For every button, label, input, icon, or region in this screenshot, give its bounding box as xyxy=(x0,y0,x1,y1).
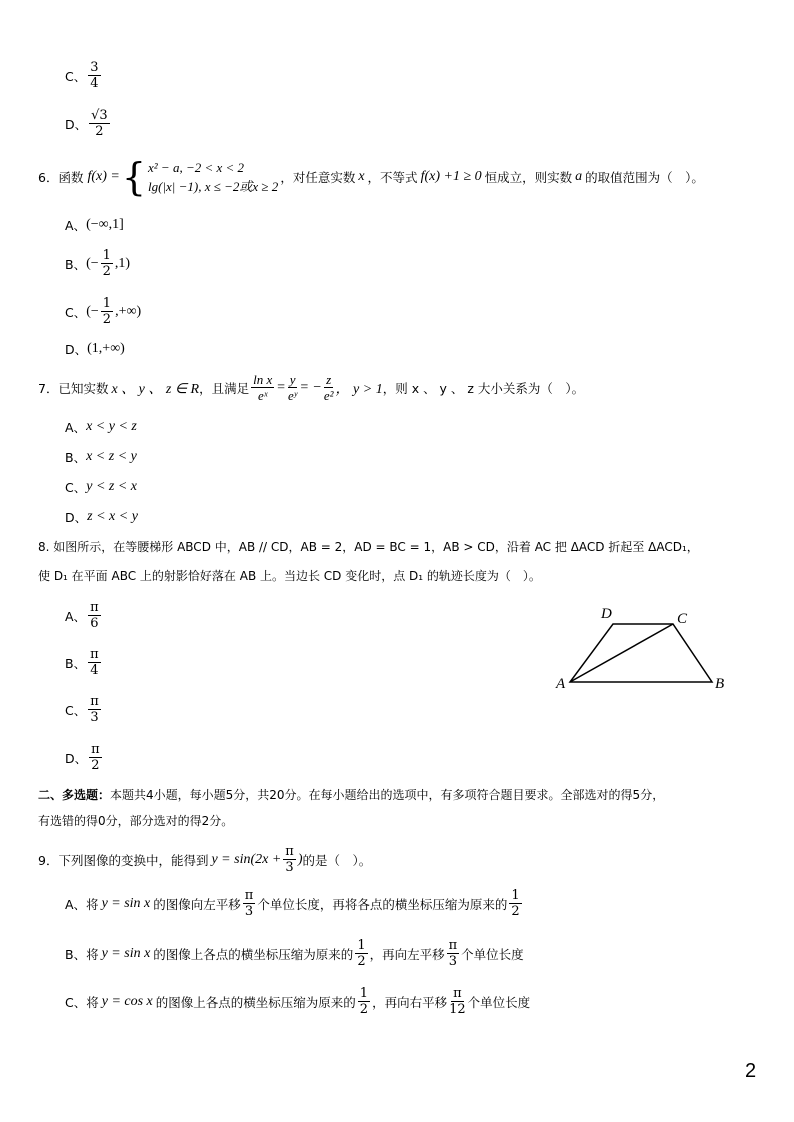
q8-option-b: B、 $\frac{\pi}{4}$ xyxy=(65,647,99,678)
label-d: D xyxy=(601,606,612,622)
q7-option-a: A、 x < y < z xyxy=(65,419,137,435)
q9-stem: 9．下列图像的变换中，能得到 y = sin(2x + $\frac{\pi}{3}$ ) 的是（ ）。 xyxy=(38,844,372,875)
piecewise: x² − a, −2 < x < 2 lg(|x| −1), x ≤ −2或x ≥ 2 xyxy=(148,160,279,194)
q6-option-b: B、 (− $\frac{1}{2}$ ,1) xyxy=(65,248,131,279)
q7-option-c: C、 y < z < x xyxy=(65,479,138,495)
q8-option-a: A、 $\frac{\pi}{6}$ xyxy=(65,600,99,631)
brace: { xyxy=(121,155,147,199)
q7-option-b: B、 x < z < y xyxy=(65,449,137,465)
q8-option-d: D、 $\frac{\pi}{2}$ xyxy=(65,742,100,773)
q9-option-a: A、将 y = sin x 的图像向左平移 $\frac{\pi}{3}$ 个单位长度，再将各点的横坐标压缩为原来的 $\frac{1}{2}$ xyxy=(65,888,520,919)
q5-option-c: C、 $\frac{3}{4}$ xyxy=(65,60,99,91)
q7-stem: 7．已知实数 x 、 y 、 z ∈ R ，且满足 $\frac{\text{ln x}}{\text{eˣ}}$ = $\frac{y}{\text{eʸ}}$ = − $\frac{z}{\text{e²}}$ ， y > 1 ，则 x 、 y 、 z 大小关系为（ ）。 xyxy=(38,372,585,403)
q9-option-c: C、将 y = cos x 的图像上各点的横坐标压缩为原来的 $\frac{1}{2}$ ，再向右平移 $\frac{\pi}{12}$ 个单位长度 xyxy=(65,986,531,1017)
q6-option-a: A、 (−∞,1] xyxy=(65,217,124,233)
q9-option-b: B、将 y = sin x 的图像上各点的横坐标压缩为原来的 $\frac{1}{2}$ ，再向左平移 $\frac{\pi}{3}$ 个单位长度 xyxy=(65,938,524,969)
page-number: 2 xyxy=(745,1060,757,1082)
trapezoid-outline xyxy=(570,624,712,682)
label-b: B xyxy=(715,676,725,692)
q8-stem-line1: 8. 如图所示，在等腰梯形 ABCD 中，AB // CD，AB = 2，AD = BC = 1，AB > CD，沿着 AC 把 ΔACD 折起至 ΔACD₁， xyxy=(38,540,699,554)
q8-option-c: C、 $\frac{\pi}{3}$ xyxy=(65,694,99,725)
q6-option-d: D、 (1,+∞) xyxy=(65,341,125,357)
q6-option-c: C、 (− $\frac{1}{2}$ ,+∞) xyxy=(65,296,142,327)
section-2-heading: 二、多选题： 本题共4小题，每小题5分，共20分。在每小题给出的选项中，有多项符合题目要求。全部选对的得5分， xyxy=(38,788,665,802)
label-a: A xyxy=(556,676,566,692)
q8-stem-line2: 使 D₁ 在平面 ABC 上的射影恰好落在 AB 上。当边长 CD 变化时，点 D₁ 的轨迹长度为（ ）。 xyxy=(38,569,541,583)
section-2-line2: 有选错的得0分，部分选对的得2分。 xyxy=(38,814,234,828)
fraction: $\frac{3}{4}$ xyxy=(90,60,99,91)
q7-option-d: D、 z < x < y xyxy=(65,509,138,525)
q5-option-d: D、 $\frac{√3}{2}$ xyxy=(65,108,108,139)
fraction: $\frac{√3}{2}$ xyxy=(91,108,108,139)
q6-stem: 6．函数 f(x) = { x² − a, −2 < x < 2 lg(|x| −1), x ≤ −2或x ≥ 2 ，对任意实数 x ，不等式 f(x) +1 ≥ 0 恒成立，则实数 a 的取值范围为（ ）。 xyxy=(38,155,704,199)
label-c: C xyxy=(677,611,688,627)
diagonal-ac xyxy=(570,624,673,682)
trapezoid-figure xyxy=(550,600,740,700)
